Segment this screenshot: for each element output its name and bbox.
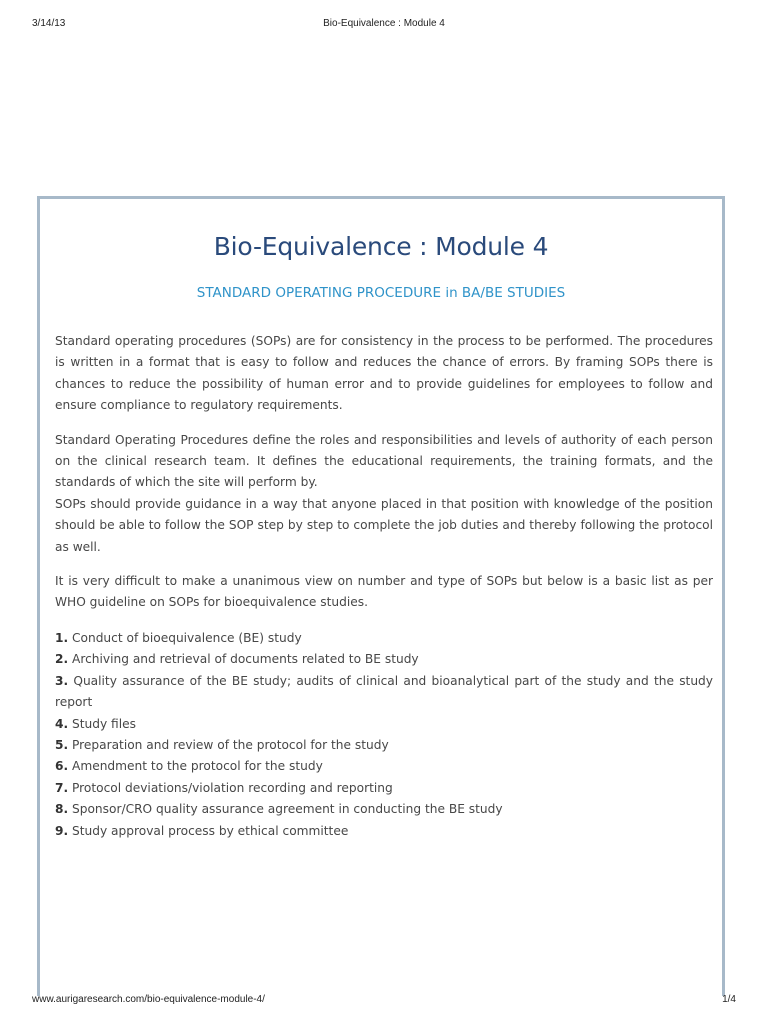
sop-list (55, 628, 713, 842)
list-item-number: 3. (55, 673, 69, 688)
paragraph: Standard Operating Procedures define the roles and responsibilities and levels of authority of each person on the clinical research team. It defines the educational requirements, the training formats, and the standards of which the site will perform by. (55, 432, 713, 490)
list-item-text: Protocol deviations/violation recording and reporting (72, 780, 393, 795)
paragraph: It is very difficult to make a unanimous view on number and type of SOPs but below is a basic list as per WHO guideline on SOPs for bioequivalence studies. (55, 574, 713, 610)
article-content (55, 331, 713, 842)
page-number: 1/4 (722, 994, 736, 1005)
list-item-number: 2. (55, 652, 69, 667)
list-item-text: Archiving and retrieval of documents related to BE study (72, 652, 419, 667)
list-item-text: Preparation and review of the protocol for the study (72, 737, 389, 752)
article-subtitle: STANDARD OPERATING PROCEDURE in BA/BE STUDIES (196, 285, 566, 301)
page-url: www.aurigaresearch.com/bio-equivalence-module-4/ (32, 994, 265, 1005)
print-footer (32, 994, 736, 1008)
print-page-title: Bio-Equivalence : Module 4 (323, 18, 445, 29)
list-item (55, 799, 713, 820)
print-header (32, 18, 736, 32)
list-item (55, 671, 713, 714)
list-item-text: Conduct of bioequivalence (BE) study (72, 630, 302, 645)
list-item-number: 9. (55, 823, 69, 838)
list-item-number: 7. (55, 780, 69, 795)
list-item (55, 714, 713, 735)
paragraph: Standard operating procedures (SOPs) are for consistency in the process to be performed. The procedures is written in a format that is easy to follow and reduces the chance of errors. By framing SOPs there is chances to reduce the possibility of human error and to provide guidelines for employees to follow and ensure compliance to regulatory requirements. (55, 334, 713, 413)
paragraph: SOPs should provide guidance in a way that anyone placed in that position with knowledge of the position should be able to follow the SOP step by step to complete the job duties and thereby following the protocol as well. (55, 496, 713, 554)
list-item-number: 8. (55, 802, 69, 817)
list-item (55, 778, 713, 799)
list-item-number: 6. (55, 759, 69, 774)
list-item-number: 5. (55, 737, 69, 752)
list-item-number: 4. (55, 716, 69, 731)
list-item (55, 756, 713, 777)
list-item (55, 649, 713, 670)
article-container (37, 196, 725, 996)
list-item (55, 628, 713, 649)
list-item (55, 821, 713, 842)
list-item-text: Amendment to the protocol for the study (72, 759, 323, 774)
list-item-number: 1. (55, 630, 69, 645)
print-date: 3/14/13 (32, 18, 66, 29)
list-item-text: Quality assurance of the BE study; audits of clinical and bioanalytical part of the study and the study report (55, 673, 713, 710)
list-item (55, 735, 713, 756)
list-item-text: Study files (72, 716, 136, 731)
article-title: Bio-Equivalence : Module 4 (213, 232, 549, 261)
list-item-text: Study approval process by ethical committee (72, 823, 349, 838)
list-item-text: Sponsor/CRO quality assurance agreement in conducting the BE study (72, 802, 503, 817)
